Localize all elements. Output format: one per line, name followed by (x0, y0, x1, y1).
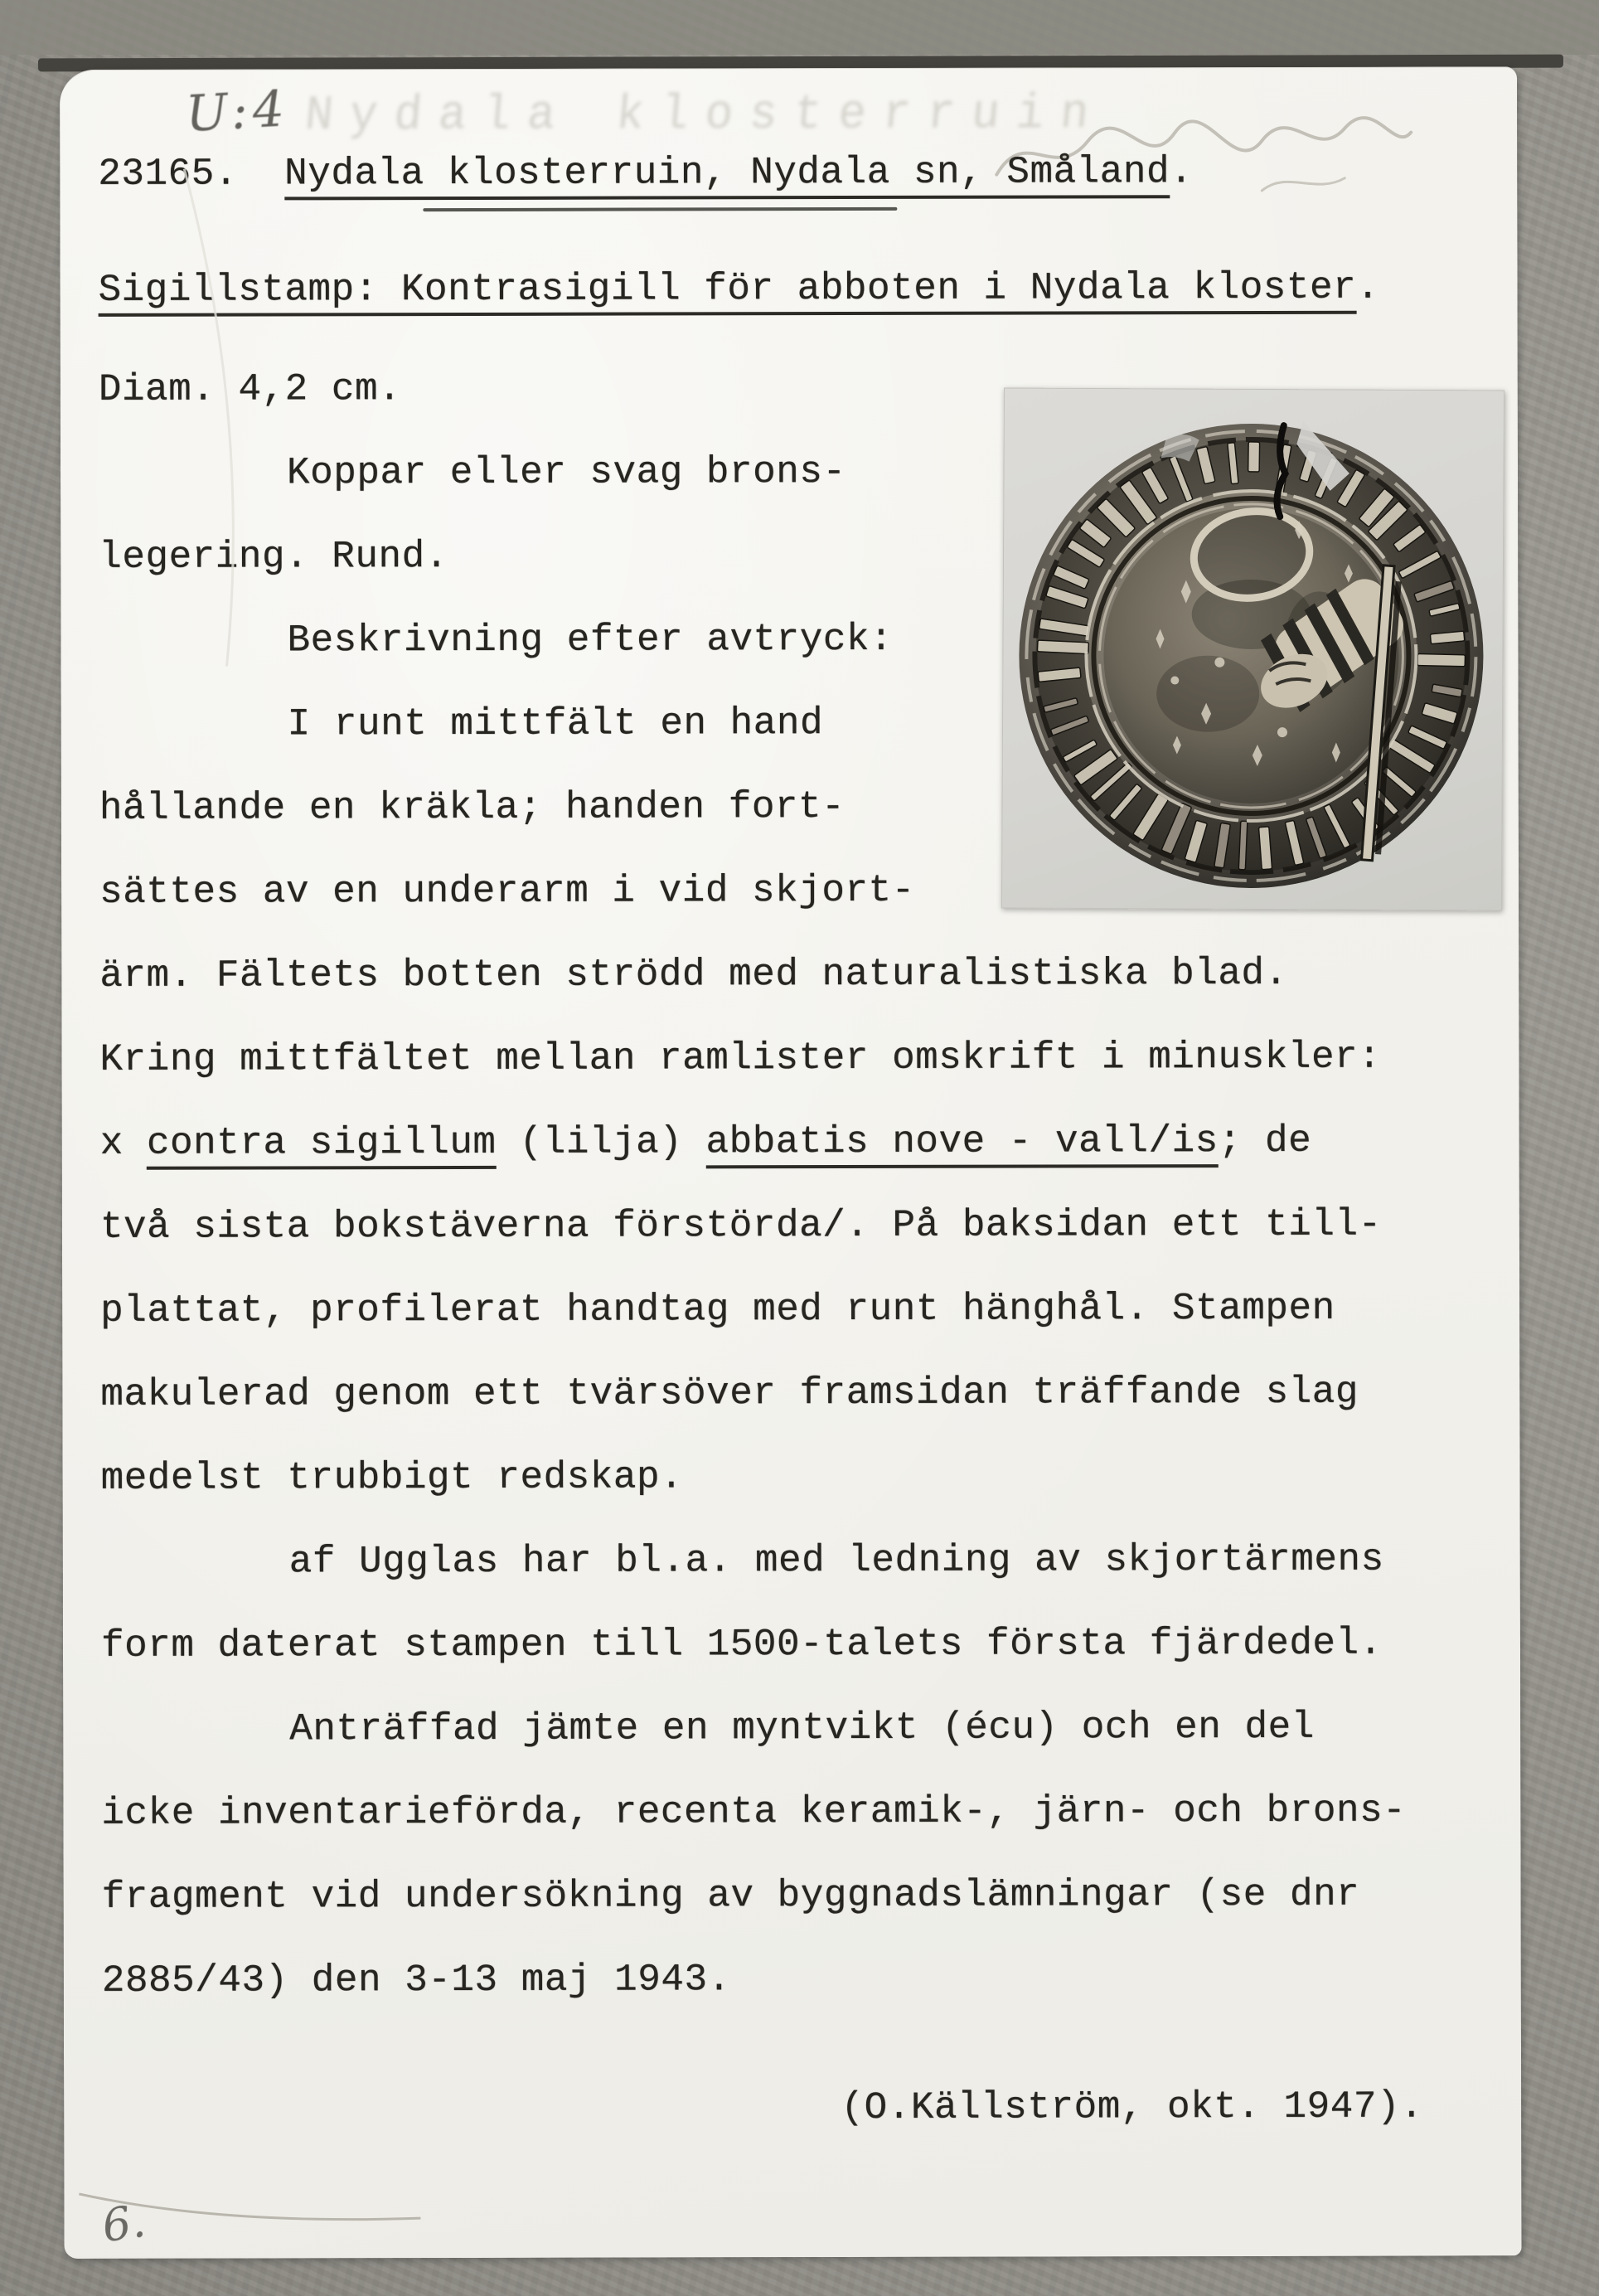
text-segment: makulerad genom ett tvärsöver framsidan träffande slag (100, 1370, 1359, 1416)
text-segment: sättes av en underarm i vid skjort- (99, 868, 915, 914)
text-segment: Beskrivning efter avtryck: (287, 617, 894, 663)
text-segment: . (1356, 265, 1380, 309)
typewritten-line (98, 245, 1499, 333)
typewritten-line (100, 1266, 1501, 1353)
text-segment: hållande en kräkla; handen fort- (99, 785, 846, 830)
text-segment: icke inventarieförda, recenta keramik-, järn- och brons- (101, 1789, 1407, 1835)
typewritten-line (102, 1936, 1503, 2023)
underlined-text-segment: abbatis nove - vall/is (705, 1119, 1218, 1168)
text-segment: (lilja) (496, 1120, 706, 1164)
underlined-text-segment: Nydala klosterruin, Nydala sn, Småland (284, 150, 1170, 200)
underlined-text-segment: contra sigillum (147, 1121, 497, 1170)
typewritten-line (101, 1601, 1502, 1688)
text-segment: (O.Källström, okt. 1947). (841, 2085, 1424, 2130)
typewritten-line (99, 931, 1500, 1018)
typewritten-line (100, 1182, 1501, 1269)
typewritten-line (102, 1852, 1503, 1939)
typewritten-line (99, 1015, 1500, 1102)
text-segment: Koppar eller svag brons- (286, 450, 846, 495)
text-segment: 23165. (98, 152, 285, 196)
underlined-text-segment: Sigillstamp: Kontrasigill för abboten i Nydala kloster (99, 266, 1357, 317)
backing-board-edge (0, 0, 1599, 55)
text-segment: I runt mittfält en hand (287, 701, 824, 746)
text-segment: två sista bokstäverna förstörda/. På baksidan ett till- (99, 1202, 1382, 1249)
text-segment: plattat, profilerat handtag med runt hänghål. Stampen (100, 1286, 1335, 1332)
ghost-typewriter-offset-text: Nydala klosterruin (303, 85, 1107, 143)
text-segment: af Ugglas har bl.a. med ledning av skjortärmens (288, 1537, 1384, 1584)
typewritten-line (100, 1099, 1501, 1186)
pencil-annotation-u4: U:4 (184, 80, 291, 143)
text-segment: Kring mittfältet mellan ramlister omskrift i minuskler: (99, 1035, 1382, 1081)
text-segment: Anträffad jämte en myntvikt (écu) och en del (289, 1705, 1315, 1751)
seal-image (1001, 388, 1505, 911)
text-segment: fragment vid undersökning av byggnadslämningar (se dnr (101, 1872, 1360, 1919)
typewritten-line (100, 1350, 1501, 1437)
typewritten-line (98, 129, 1499, 216)
text-segment: medelst trubbigt redskap. (100, 1455, 684, 1500)
text-segment: x (99, 1121, 147, 1165)
text-segment: Diam. 4,2 cm. (98, 367, 402, 411)
text-segment: ärm. Fältets botten strödd med naturalistiska blad. (99, 951, 1288, 998)
text-segment: ; de (1218, 1119, 1312, 1163)
pencil-page-number: 6. (99, 2194, 149, 2253)
typewritten-line (102, 2065, 1503, 2152)
text-segment: form daterat stampen till 1500-talets första fjärdedel. (100, 1621, 1383, 1667)
text-segment: . (1170, 150, 1194, 194)
archive-card (60, 66, 1522, 2259)
typewritten-line (101, 1769, 1502, 1856)
typewritten-line (100, 1434, 1501, 1521)
typewritten-line (101, 1517, 1502, 1604)
typewritten-line (101, 1685, 1502, 1772)
text-segment: 2885/43) den 3-13 maj 1943. (101, 1958, 731, 2002)
text-segment: legering. Rund. (99, 535, 448, 579)
seal-photograph (1001, 388, 1505, 911)
